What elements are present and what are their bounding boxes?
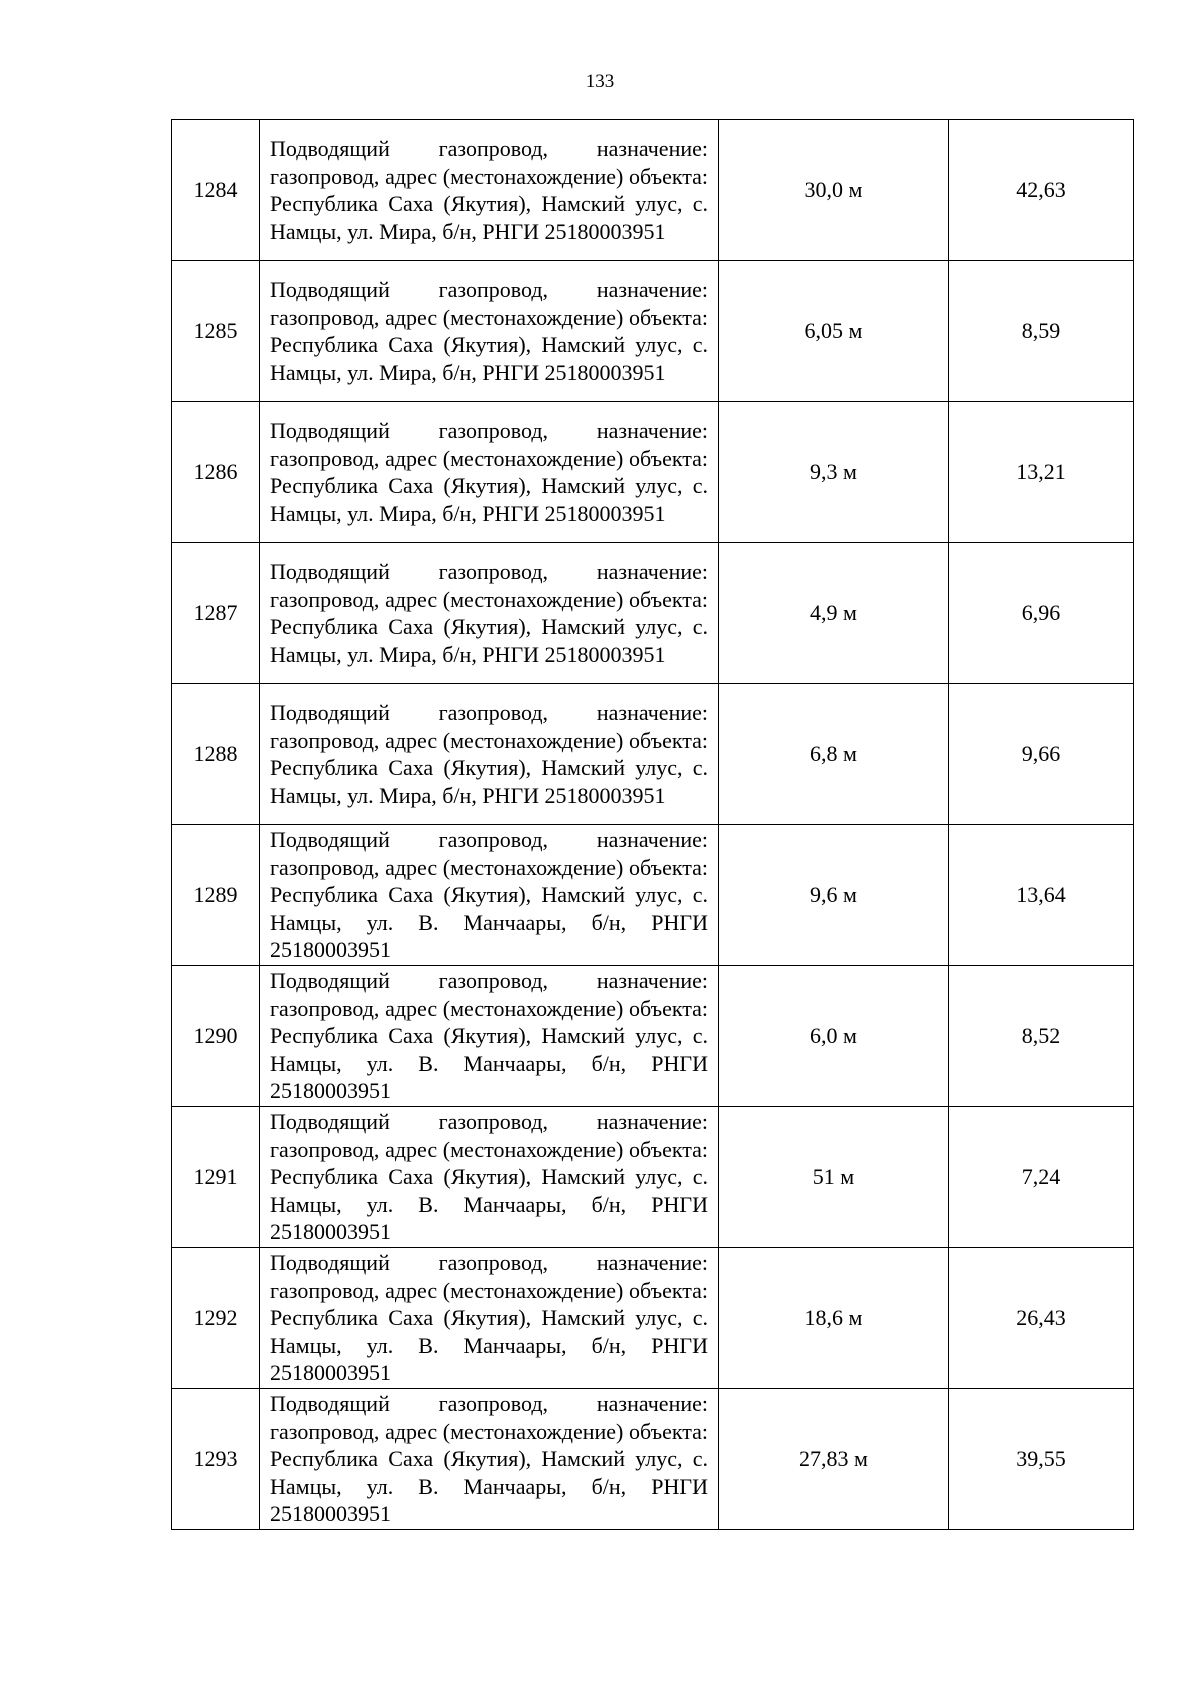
row-value-cell: 39,55: [949, 1389, 1134, 1530]
row-value-cell: 13,64: [949, 825, 1134, 966]
row-number-cell: 1290: [172, 966, 260, 1107]
table-row: [172, 1248, 1134, 1389]
row-length-cell: 6,05 м: [719, 261, 949, 402]
table-row: [172, 825, 1134, 966]
row-length-cell: 9,3 м: [719, 402, 949, 543]
page-number: 133: [585, 71, 615, 92]
row-length-cell: 27,83 м: [719, 1389, 949, 1530]
row-description-cell: Подводящий газопровод, назначение: газопровод, адрес (местонахождение) объекта: Республика Саха (Якутия), Намский улус, с. Намцы, ул. В. Манчаары, б/н, РНГИ 25180003951: [260, 1248, 719, 1389]
row-number-cell: 1293: [172, 1389, 260, 1530]
row-description-cell: Подводящий газопровод, назначение: газопровод, адрес (местонахождение) объекта: Республика Саха (Якутия), Намский улус, с. Намцы, ул. Мира, б/н, РНГИ 25180003951: [260, 402, 719, 543]
table-row: [172, 402, 1134, 543]
table-row: [172, 261, 1134, 402]
row-description-cell: Подводящий газопровод, назначение: газопровод, адрес (местонахождение) объекта: Республика Саха (Якутия), Намский улус, с. Намцы, ул. В. Манчаары, б/н, РНГИ 25180003951: [260, 1389, 719, 1530]
row-number-cell: 1288: [172, 684, 260, 825]
row-value-cell: 13,21: [949, 402, 1134, 543]
row-length-cell: 30,0 м: [719, 120, 949, 261]
row-value-cell: 7,24: [949, 1107, 1134, 1248]
row-number-cell: 1286: [172, 402, 260, 543]
table-row: [172, 966, 1134, 1107]
row-length-cell: 6,8 м: [719, 684, 949, 825]
table-row: [172, 684, 1134, 825]
row-description-cell: Подводящий газопровод, назначение: газопровод, адрес (местонахождение) объекта: Республика Саха (Якутия), Намский улус, с. Намцы, ул. В. Манчаары, б/н, РНГИ 25180003951: [260, 1107, 719, 1248]
table-row: [172, 120, 1134, 261]
row-value-cell: 8,52: [949, 966, 1134, 1107]
row-description-cell: Подводящий газопровод, назначение: газопровод, адрес (местонахождение) объекта: Республика Саха (Якутия), Намский улус, с. Намцы, ул. Мира, б/н, РНГИ 25180003951: [260, 684, 719, 825]
row-number-cell: 1291: [172, 1107, 260, 1248]
row-value-cell: 6,96: [949, 543, 1134, 684]
table-body: [172, 120, 1134, 1530]
row-value-cell: 9,66: [949, 684, 1134, 825]
row-description-cell: Подводящий газопровод, назначение: газопровод, адрес (местонахождение) объекта: Республика Саха (Якутия), Намский улус, с. Намцы, ул. В. Манчаары, б/н, РНГИ 25180003951: [260, 825, 719, 966]
row-description-cell: Подводящий газопровод, назначение: газопровод, адрес (местонахождение) объекта: Республика Саха (Якутия), Намский улус, с. Намцы, ул. В. Манчаары, б/н, РНГИ 25180003951: [260, 966, 719, 1107]
table-row: [172, 543, 1134, 684]
row-number-cell: 1285: [172, 261, 260, 402]
row-description-cell: Подводящий газопровод, назначение: газопровод, адрес (местонахождение) объекта: Республика Саха (Якутия), Намский улус, с. Намцы, ул. Мира, б/н, РНГИ 25180003951: [260, 120, 719, 261]
row-length-cell: 51 м: [719, 1107, 949, 1248]
row-number-cell: 1287: [172, 543, 260, 684]
row-length-cell: 6,0 м: [719, 966, 949, 1107]
row-number-cell: 1292: [172, 1248, 260, 1389]
row-description-cell: Подводящий газопровод, назначение: газопровод, адрес (местонахождение) объекта: Республика Саха (Якутия), Намский улус, с. Намцы, ул. Мира, б/н, РНГИ 25180003951: [260, 261, 719, 402]
row-value-cell: 26,43: [949, 1248, 1134, 1389]
row-value-cell: 42,63: [949, 120, 1134, 261]
row-value-cell: 8,59: [949, 261, 1134, 402]
table-row: [172, 1389, 1134, 1530]
row-length-cell: 4,9 м: [719, 543, 949, 684]
row-description-cell: Подводящий газопровод, назначение: газопровод, адрес (местонахождение) объекта: Республика Саха (Якутия), Намский улус, с. Намцы, ул. Мира, б/н, РНГИ 25180003951: [260, 543, 719, 684]
row-length-cell: 9,6 м: [719, 825, 949, 966]
row-number-cell: 1289: [172, 825, 260, 966]
row-number-cell: 1284: [172, 120, 260, 261]
table-row: [172, 1107, 1134, 1248]
property-table: [171, 119, 1134, 1530]
row-length-cell: 18,6 м: [719, 1248, 949, 1389]
